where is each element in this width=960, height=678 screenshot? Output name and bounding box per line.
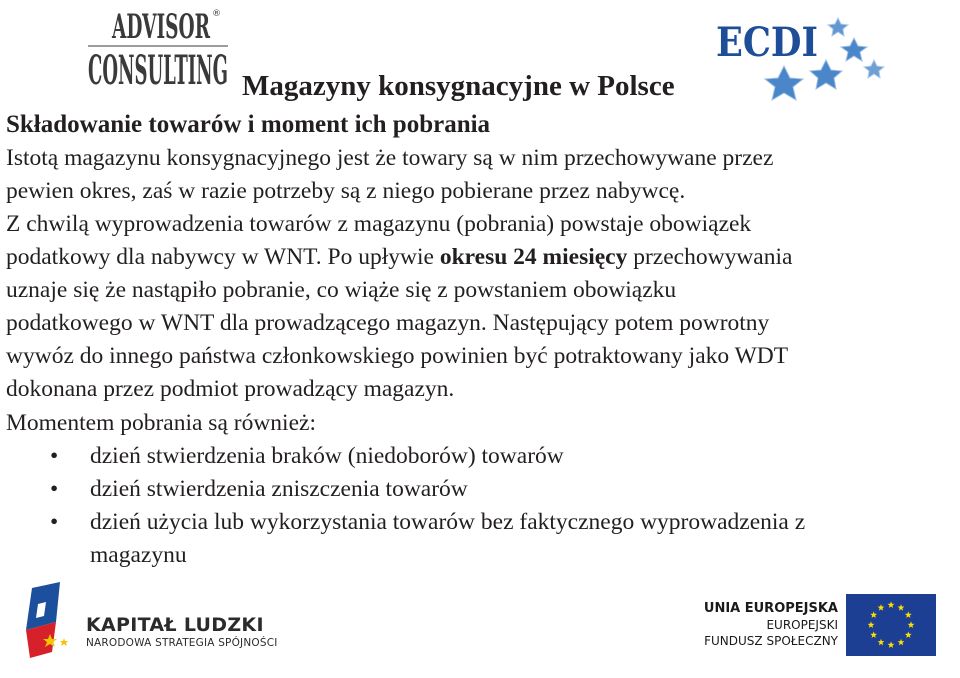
advisor-logo-top: ADVISOR xyxy=(111,7,211,47)
bullet-icon: • xyxy=(50,509,59,535)
paragraph-storage xyxy=(6,142,773,208)
moment-heading: Momentem pobrania są również: xyxy=(6,410,316,436)
bold-period: okresu 24 miesięcy xyxy=(439,244,628,270)
kapital-ludzki-name: KAPITAŁ LUDZKI xyxy=(86,614,264,636)
list-item xyxy=(0,473,805,506)
paragraph-obligation xyxy=(6,208,792,406)
svg-text:®: ® xyxy=(212,9,221,19)
kapital-ludzki-subtitle: NARODOWA STRATEGIA SPÓJNOŚCI xyxy=(86,637,278,649)
bullet-icon: • xyxy=(50,443,59,469)
page-title: Magazyny konsygnacyjne w Polsce xyxy=(242,70,675,102)
eu-line-1: UNIA EUROPEJSKA xyxy=(703,601,838,616)
eu-line-3: FUNDUSZ SPOŁECZNY xyxy=(704,634,838,648)
paragraph-line: uznaje się że nastąpiło pobranie, co wiąże się z powstaniem obowiązku xyxy=(6,277,677,303)
bullet-list xyxy=(0,440,805,572)
paragraph-line xyxy=(6,241,793,274)
advisor-consulting-logo xyxy=(78,2,238,92)
text-run: podatkowy dla nabywcy w WNT. Po upływie xyxy=(6,244,440,270)
eu-line-2: EUROPEJSKI xyxy=(766,618,838,632)
paragraph-line: dokonana przez podmiot prowadzący magazyn. xyxy=(6,376,455,402)
eu-flag-icon xyxy=(846,594,936,656)
paragraph-line: pewien okres, zaś w razie potrzeby są z niego pobierane przez nabywcę. xyxy=(6,178,686,204)
bullet-icon: • xyxy=(50,476,59,502)
advisor-logo-bottom: CONSULTING xyxy=(88,47,228,92)
list-item-text: dzień użycia lub wykorzystania towarów bez faktycznego wyprowadzenia z xyxy=(90,509,806,535)
paragraph-line: wywóz do innego państwa członkowskiego powinien być potraktowany jako WDT xyxy=(6,343,789,369)
list-item-text: dzień stwierdzenia braków (niedoborów) towarów xyxy=(90,443,564,469)
text-run: przechowywania xyxy=(627,244,793,270)
list-item-text: magazynu xyxy=(90,542,187,568)
paragraph-line: Istotą magazynu konsygnacyjnego jest że towary są w nim przechowywane przez xyxy=(6,145,774,171)
section-heading: Składowanie towarów i moment ich pobrania xyxy=(6,111,491,138)
list-item xyxy=(0,440,805,473)
ecdi-logo xyxy=(714,10,892,110)
list-item xyxy=(0,506,805,572)
paragraph-line: podatkowego w WNT dla prowadzącego magazyn. Następujący potem powrotny xyxy=(6,310,770,336)
ecdi-logo-text: ECDI xyxy=(716,19,818,66)
paragraph-line: Z chwilą wyprowadzenia towarów z magazynu (pobrania) powstaje obowiązek xyxy=(6,211,752,237)
list-item-text: dzień stwierdzenia zniszczenia towarów xyxy=(90,476,468,502)
